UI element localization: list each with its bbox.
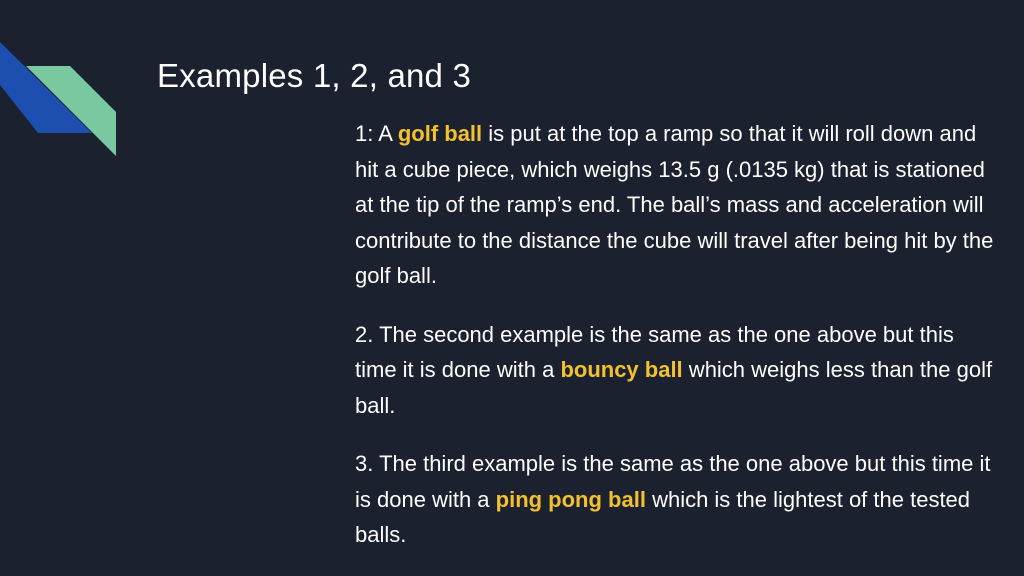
highlight-golf-ball: golf ball xyxy=(397,121,483,146)
slide-title: Examples 1, 2, and 3 xyxy=(157,57,472,94)
paragraph-example-3 xyxy=(355,446,995,553)
text-segment: which is the lightest of the tested balls. xyxy=(355,486,971,547)
text-segment: 2. The second example is the same as the one above but this time it is done with a xyxy=(355,321,954,382)
text-segment: which weighs less than the golf ball. xyxy=(355,357,993,418)
text-segment: 1: A xyxy=(355,121,398,146)
slide-body xyxy=(355,116,995,576)
text-segment: 3. The third example is the same as the one above but this time it is done with a xyxy=(355,451,991,512)
highlight-bouncy-ball: bouncy ball xyxy=(560,357,683,382)
paragraph-example-1 xyxy=(355,116,995,294)
highlight-ping-pong-ball: ping pong ball xyxy=(495,486,646,512)
paragraph-example-2 xyxy=(355,317,995,424)
text-segment: is put at the top a ramp so that it will roll down and hit a cube piece, which weighs 13.5 g (.0135 kg) that is stationed at the tip of the ramp’s end. The ball’s mass and acceleration will contribute to the distance the cube will travel after being hit by the golf ball. xyxy=(355,121,994,288)
corner-decoration xyxy=(0,0,130,170)
